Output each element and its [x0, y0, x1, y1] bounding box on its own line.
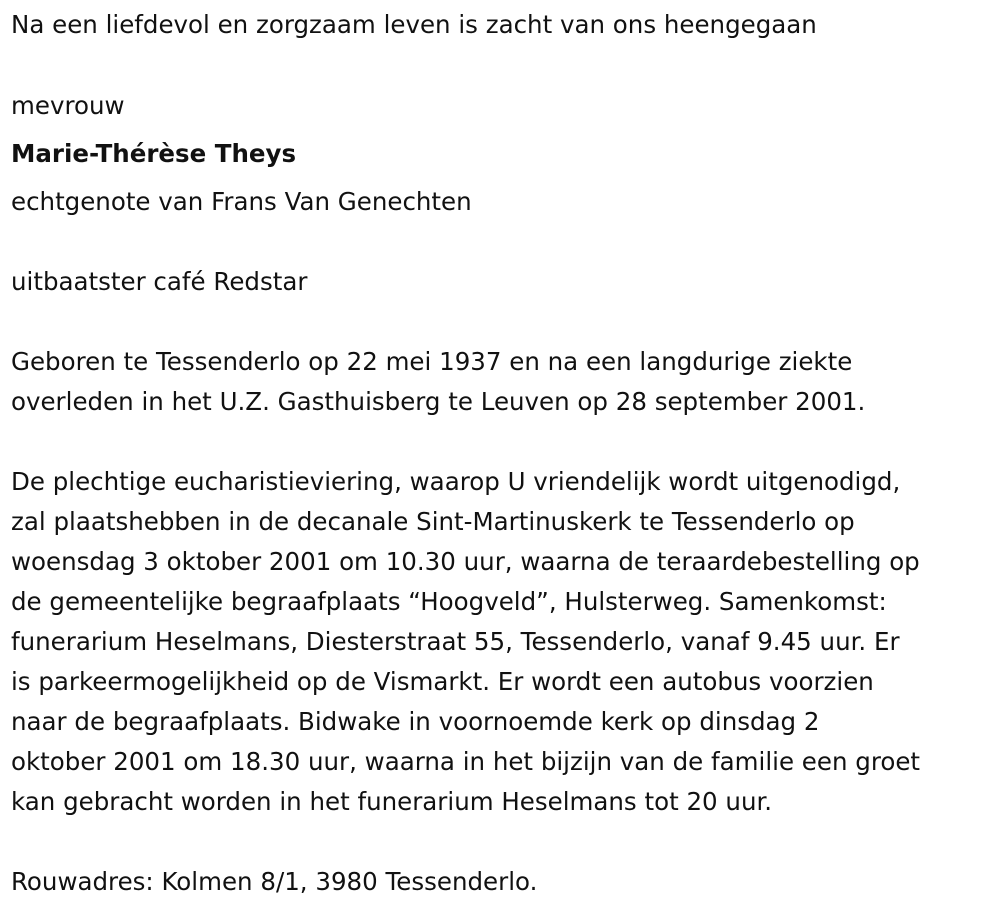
ceremony-line: naar de begraafplaats. Bidwake in voornoemde kerk op dinsdag 2	[11, 707, 820, 736]
ceremony-line: funerarium Heselmans, Diesterstraat 55, Tessenderlo, vanaf 9.45 uur. Er	[11, 627, 900, 656]
ceremony-line: woensdag 3 oktober 2001 om 10.30 uur, waarna de teraardebestelling op	[11, 547, 920, 576]
intro-text: Na een liefdevol en zorgzaam leven is zacht van ons heengegaan	[11, 10, 817, 39]
ceremony-line: is parkeermogelijkheid op de Vismarkt. Er wordt een autobus voorzien	[11, 667, 874, 696]
honorific: mevrouw	[11, 91, 125, 120]
occupation-line: uitbaatster café Redstar	[11, 267, 308, 296]
mourning-address: Rouwadres: Kolmen 8/1, 3980 Tessenderlo.	[11, 867, 538, 896]
birth-death-line: Geboren te Tessenderlo op 22 mei 1937 en na een langdurige ziekte	[11, 347, 853, 376]
ceremony-line: oktober 2001 om 18.30 uur, waarna in het bijzijn van de familie een groet	[11, 747, 921, 776]
spouse-line: echtgenote van Frans Van Genechten	[11, 187, 472, 216]
ceremony-line: kan gebracht worden in het funerarium Heselmans tot 20 uur.	[11, 787, 773, 816]
birth-death-line: overleden in het U.Z. Gasthuisberg te Leuven op 28 september 2001.	[11, 387, 866, 416]
ceremony-line: zal plaatshebben in de decanale Sint-Martinuskerk te Tessenderlo op	[11, 507, 855, 536]
deceased-name: Marie-Thérèse Theys	[11, 139, 297, 168]
ceremony-line: De plechtige eucharistieviering, waarop U vriendelijk wordt uitgenodigd,	[11, 467, 901, 496]
ceremony-line: de gemeentelijke begraafplaats “Hoogveld”, Hulsterweg. Samenkomst:	[11, 587, 887, 616]
